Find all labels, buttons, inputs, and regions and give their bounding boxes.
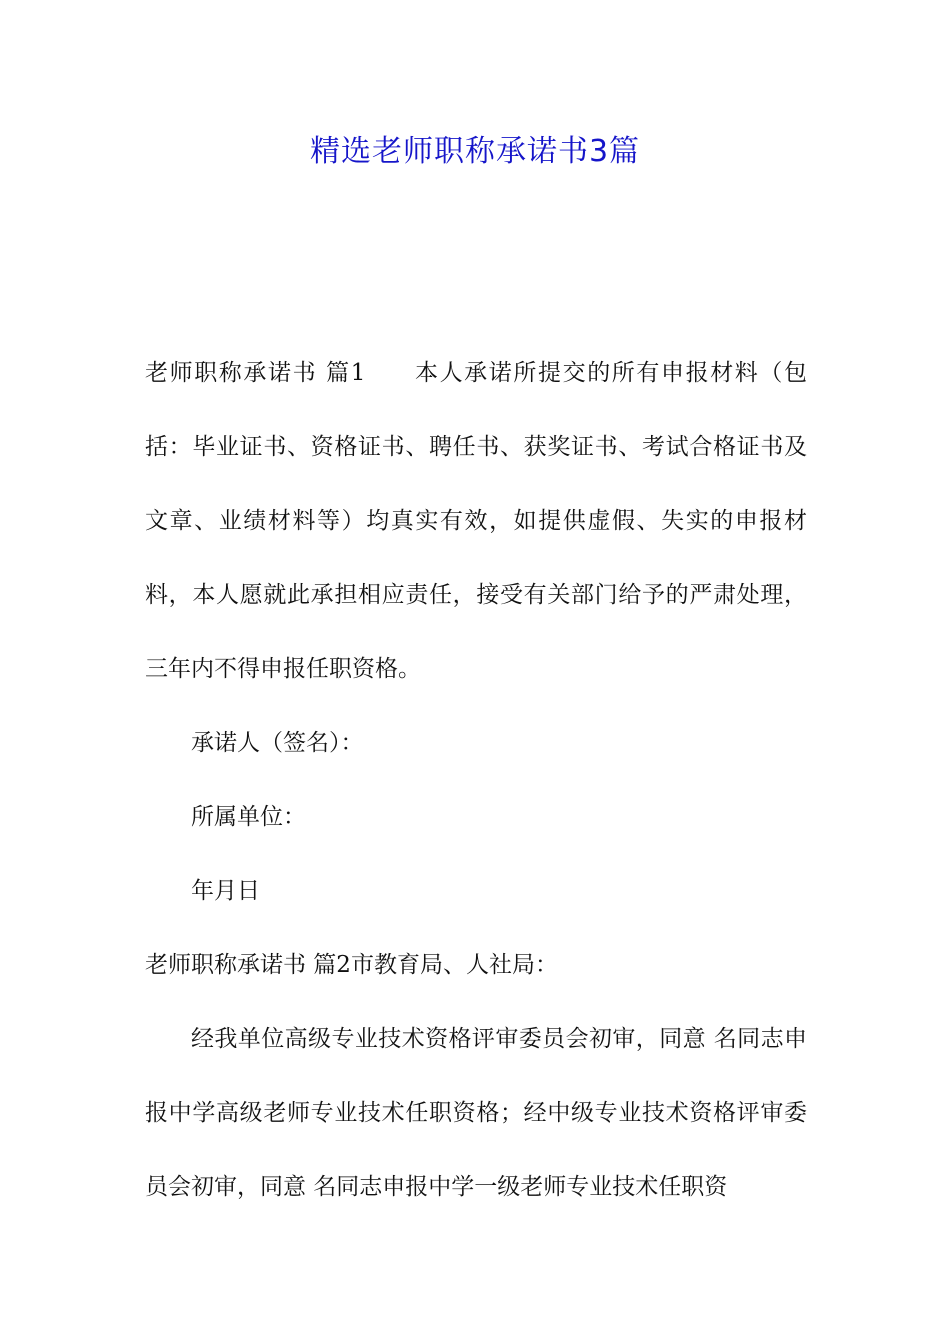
unit-line: 所属单位： [191, 804, 306, 830]
section1-heading: 老师职称承诺书 篇1 [145, 360, 366, 386]
signature-line: 承诺人（签名）： [191, 730, 364, 756]
date-line: 年月日 [191, 878, 260, 904]
document-body [145, 336, 807, 1224]
document-title: 精选老师职称承诺书3篇 [309, 134, 641, 169]
section2-paragraph: 经我单位高级专业技术资格评审委员会初审，同意 名同志申报中学高级老师专业技术任职资格；经中级专业技术资格评审委员会初审，同意 名同志申报中学一级老师专业技术任职资 [145, 1026, 807, 1200]
section1-paragraph [145, 336, 807, 706]
section2-heading: 老师职称承诺书 篇2 [145, 952, 351, 978]
section1-text: 本人承诺所提交的所有申报材料（包括：毕业证书、资格证书、聘任书、获奖证书、考试合格证书及文章、业绩材料等）均真实有效，如提供虚假、失实的申报材料，本人愿就此承担相应责任，接受有关部门给予的严肃处理，三年内不得申报任职资格。 [145, 360, 808, 682]
section2-heading-line [145, 928, 807, 1002]
section2-addressee: 市教育局、人社局： [350, 952, 558, 978]
